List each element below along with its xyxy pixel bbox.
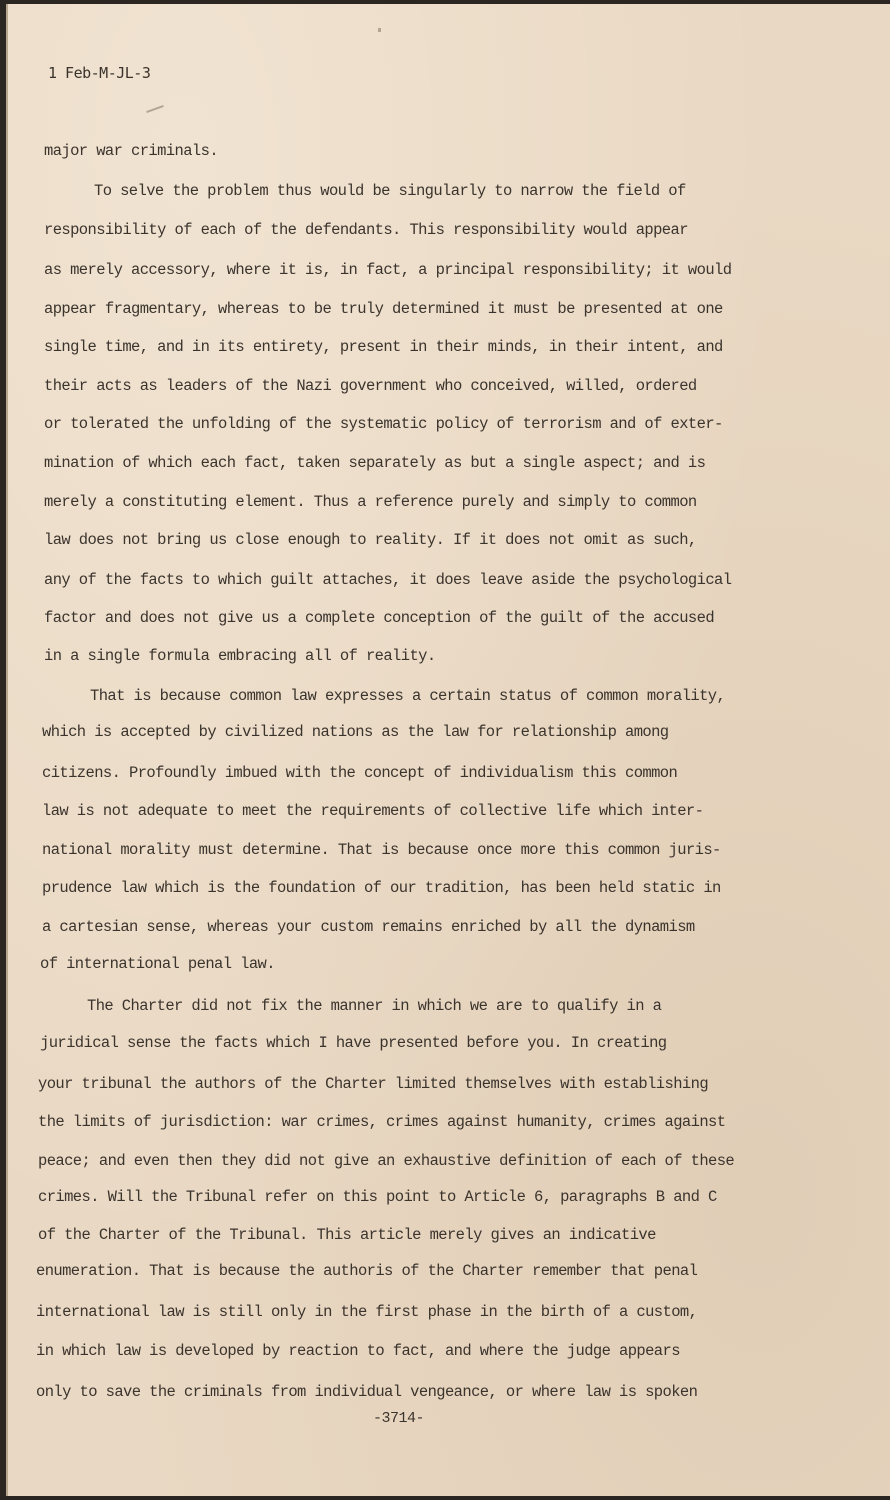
text-line: single time, and in its entirety, present in their minds, in their intent, and (44, 338, 723, 356)
text-line: which is accepted by civilized nations as the law for relationship among (42, 723, 669, 741)
text-line: appear fragmentary, whereas to be truly determined it must be presented at one (44, 300, 723, 318)
text-line: a cartesian sense, whereas your custom remains enriched by all the dynamism (42, 918, 695, 936)
text-line: any of the facts to which guilt attaches, it does leave aside the psychological (44, 571, 732, 589)
text-line: enumeration. That is because the authoris of the Charter remember that penal (36, 1262, 698, 1280)
text-line: international law is still only in the first phase in the birth of a custom, (36, 1303, 698, 1321)
text-line: juridical sense the facts which I have presented before you. In creating (40, 1034, 667, 1052)
text-line: only to save the criminals from individual vengeance, or where law is spoken (36, 1383, 698, 1401)
text-line: prudence law which is the foundation of our tradition, has been held static in (42, 879, 721, 897)
text-line: The Charter did not fix the manner in which we are to qualify in a (87, 997, 662, 1015)
text-line: the limits of jurisdiction: war crimes, crimes against humanity, crimes against (38, 1113, 726, 1131)
document-page (6, 4, 890, 1496)
text-line: as merely accessory, where it is, in fact, a principal responsibility; it would (44, 261, 732, 279)
text-line: factor and does not give us a complete conception of the guilt of the accused (44, 609, 715, 627)
text-line: peace; and even then they did not give an exhaustive definition of each of these (38, 1152, 735, 1170)
text-line: law is not adequate to meet the requirements of collective life which inter- (42, 802, 704, 820)
text-line: law does not bring us close enough to reality. If it does not omit as such, (44, 531, 697, 549)
text-line: in which law is developed by reaction to fact, and where the judge appears (36, 1342, 680, 1360)
text-line: mination of which each fact, taken separately as but a single aspect; and is (44, 454, 706, 472)
text-line: merely a constituting element. Thus a reference purely and simply to common (44, 493, 697, 511)
text-line: in a single formula embracing all of reality. (44, 647, 436, 665)
document-reference: 1 Feb-M-JL-3 (48, 64, 151, 82)
text-line: responsibility of each of the defendants. This responsibility would appear (44, 221, 688, 239)
text-line: That is because common law expresses a certain status of common morality, (90, 687, 726, 705)
text-line: or tolerated the unfolding of the systematic policy of terrorism and of exter- (44, 415, 723, 433)
paper-mark (146, 105, 164, 113)
text-line: of the Charter of the Tribunal. This article merely gives an indicative (38, 1226, 656, 1244)
text-line: their acts as leaders of the Nazi government who conceived, willed, ordered (44, 377, 697, 395)
text-line: crimes. Will the Tribunal refer on this point to Article 6, paragraphs B and C (38, 1188, 717, 1206)
text-line: To selve the problem thus would be singularly to narrow the field of (94, 182, 686, 200)
text-line: of international penal law. (40, 955, 275, 973)
page-number: -3714- (373, 1410, 425, 1427)
paper-mark (378, 28, 381, 32)
text-line: national morality must determine. That is because once more this common juris- (42, 841, 721, 859)
text-line: major war criminals. (44, 142, 219, 160)
text-line: your tribunal the authors of the Charter limited themselves with establishing (38, 1075, 709, 1093)
text-line: citizens. Profoundly imbued with the concept of individualism this common (42, 764, 678, 782)
